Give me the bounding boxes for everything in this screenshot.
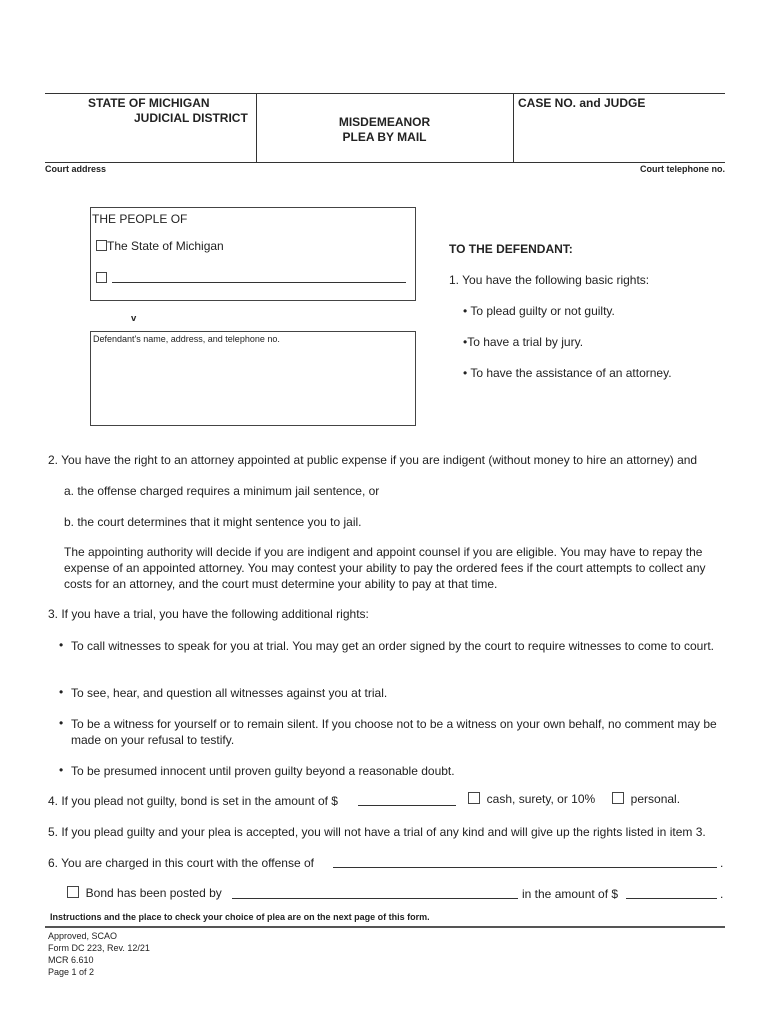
to-defendant-heading: TO THE DEFENDANT: (449, 242, 573, 256)
item3-text: 3. If you have a trial, you have the following additional rights: (48, 607, 369, 621)
bond-posted-label: Bond has been posted by (85, 886, 222, 900)
header-divider-right (513, 93, 514, 163)
bond-amount-field[interactable] (358, 805, 456, 806)
other-plaintiff-checkbox[interactable] (96, 272, 107, 283)
right-jury: •To have a trial by jury. (463, 335, 584, 349)
personal-checkbox[interactable] (612, 792, 624, 804)
case-no-label: CASE NO. and JUDGE (518, 96, 646, 110)
state-label: STATE OF MICHIGAN (88, 96, 210, 110)
form-title-line1: MISDEMEANOR (338, 115, 431, 129)
item3-bullet1: To call witnesses to speak for you at trial. You may get an order signed by the court to require witnesses to come to court. (71, 639, 715, 653)
personal-option (612, 792, 680, 807)
item6-text: 6. You are charged in this court with the offense of (48, 856, 314, 870)
personal-option-label: personal. (630, 792, 681, 806)
state-option-label: The State of Michigan (107, 239, 224, 253)
state-option-checkbox[interactable] (96, 240, 107, 251)
amount-label: in the amount of $ (522, 887, 619, 901)
right-attorney: • To have the assistance of an attorney. (463, 366, 672, 380)
item6-period2: . (720, 887, 724, 901)
defendant-box[interactable] (90, 331, 416, 426)
defendant-label: Defendant's name, address, and telephone no. (93, 334, 280, 344)
page-number: Page 1 of 2 (48, 967, 95, 977)
mcr-label: MCR 6.610 (48, 955, 94, 965)
item3-bullet3: To be a witness for yourself or to remain silent. If you choose not to be a witness on your own behalf, no comment may be made on your refusal to testify. (71, 717, 717, 747)
item4-text: 4. If you plead not guilty, bond is set in the amount of $ (48, 794, 338, 808)
item3-bullet3-dot: • (59, 716, 64, 730)
offense-field[interactable] (333, 867, 717, 868)
item5-text: 5. If you plead guilty and your plea is accepted, you will not have a trial of any kind and will give up the rights listed in item 3. (48, 825, 706, 839)
bond-posted-checkbox[interactable] (67, 886, 79, 898)
item6-period: . (720, 856, 724, 870)
item3-bullet4: To be presumed innocent until proven guilty beyond a reasonable doubt. (71, 764, 455, 778)
item2-b: b. the court determines that it might sentence you to jail. (64, 515, 362, 529)
item3-bullet4-dot: • (59, 763, 64, 777)
bond-posted-by-field[interactable] (232, 898, 518, 899)
item2-a: a. the offense charged requires a minimum jail sentence, or (64, 484, 380, 498)
header-bottom-rule (45, 162, 725, 163)
bond-posted-row (67, 886, 222, 901)
cash-option-label: cash, surety, or 10% (486, 792, 596, 806)
instructions-note: Instructions and the place to check your choice of plea are on the next page of this form. (50, 912, 430, 922)
district-label: JUDICIAL DISTRICT (134, 111, 248, 125)
other-plaintiff-row (96, 269, 107, 287)
item1-text: 1. You have the following basic rights: (449, 273, 650, 287)
state-option-row (96, 239, 224, 254)
item2-text: 2. You have the right to an attorney appointed at public expense if you are indigent (without money to hire an attorney) and (48, 453, 698, 467)
cash-option (468, 792, 595, 807)
form-number: Form DC 223, Rev. 12/21 (48, 943, 150, 953)
item3-bullet2-dot: • (59, 685, 64, 699)
cash-checkbox[interactable] (468, 792, 480, 804)
people-of-label: THE PEOPLE OF (92, 212, 188, 226)
item2-paragraph: The appointing authority will decide if you are indigent and appoint counsel if you are eligible. You may have to repay the expense of an appointed attorney. You may contest your ability to pay the ordered fees if the court attempts to collect any costs for an attorney, and the court must determine your ability to pay at that time. (64, 545, 706, 591)
versus-label: v (131, 313, 137, 324)
item3-bullet1-dot: • (59, 638, 64, 652)
item3-bullet2: To see, hear, and question all witnesses against you at trial. (71, 686, 388, 700)
form-title-line2: PLEA BY MAIL (342, 130, 427, 144)
posted-amount-field[interactable] (626, 898, 717, 899)
approved-label: Approved, SCAO (48, 931, 118, 941)
court-address-label: Court address (45, 164, 107, 174)
court-phone-label: Court telephone no. (640, 164, 725, 174)
header-top-rule (45, 93, 725, 94)
other-plaintiff-field[interactable] (112, 282, 406, 283)
footer-rule (45, 926, 725, 928)
right-plead: • To plead guilty or not guilty. (463, 304, 615, 318)
